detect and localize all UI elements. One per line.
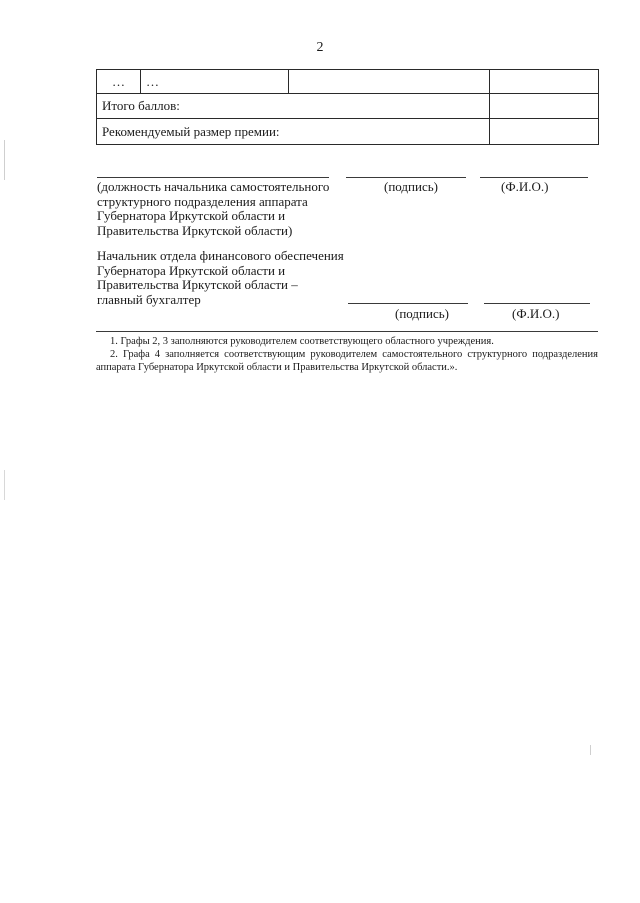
total-score-label: Итого баллов:	[97, 94, 490, 119]
scan-mark	[590, 745, 591, 755]
table-cell	[97, 70, 141, 94]
signature-caption: (подпись)	[395, 306, 449, 321]
footnote-separator	[96, 331, 598, 332]
name-line	[480, 177, 588, 178]
text-line: главный бухгалтер	[97, 291, 201, 307]
footnote-item: 1. Графы 2, 3 заполняются руководителем соответствующего областного учреждения.	[110, 336, 494, 347]
bonus-size-value	[490, 119, 599, 145]
table-row	[97, 119, 599, 145]
footnotes	[96, 335, 598, 374]
signature-caption: (подпись)	[384, 179, 438, 194]
table-cell	[140, 70, 288, 94]
name-line	[484, 303, 590, 304]
head-position-label	[97, 180, 347, 238]
score-table	[96, 69, 599, 145]
footnote-item: 2. Графа 4 заполняется соответствующим руководителем самостоятельного структурного подразделения аппарата Губернатора Иркутской области и Правительства Иркутской области.».	[96, 349, 598, 373]
scan-mark	[4, 140, 5, 180]
text-line: Губернатора Иркутской области и	[97, 262, 286, 278]
text-line: Губернатора Иркутской области и	[97, 208, 286, 223]
text-line: структурного подразделения аппарата	[97, 193, 308, 209]
table-cell	[490, 70, 599, 94]
total-score-value	[490, 94, 599, 119]
chief-accountant-position	[97, 249, 347, 307]
text-line: Правительства Иркутской области –	[97, 277, 298, 292]
ellipsis-text: …	[111, 73, 125, 89]
table-cell	[288, 70, 490, 94]
ellipsis-text: …	[145, 73, 159, 89]
position-line	[97, 177, 329, 178]
text-line: Правительства Иркутской области)	[97, 222, 293, 238]
table-row	[97, 94, 599, 119]
text-line: (должность начальника самостоятельного	[97, 179, 330, 194]
bonus-size-label: Рекомендуемый размер премии:	[97, 119, 490, 145]
scan-mark	[4, 470, 5, 500]
page-number: 2	[316, 40, 324, 55]
signature-line	[348, 303, 468, 304]
table-row	[97, 70, 599, 94]
full-name-caption: (Ф.И.О.)	[512, 306, 560, 321]
full-name-caption: (Ф.И.О.)	[501, 179, 549, 194]
signature-line	[346, 177, 466, 178]
text-line: Начальник отдела финансового обеспечения	[97, 248, 344, 263]
